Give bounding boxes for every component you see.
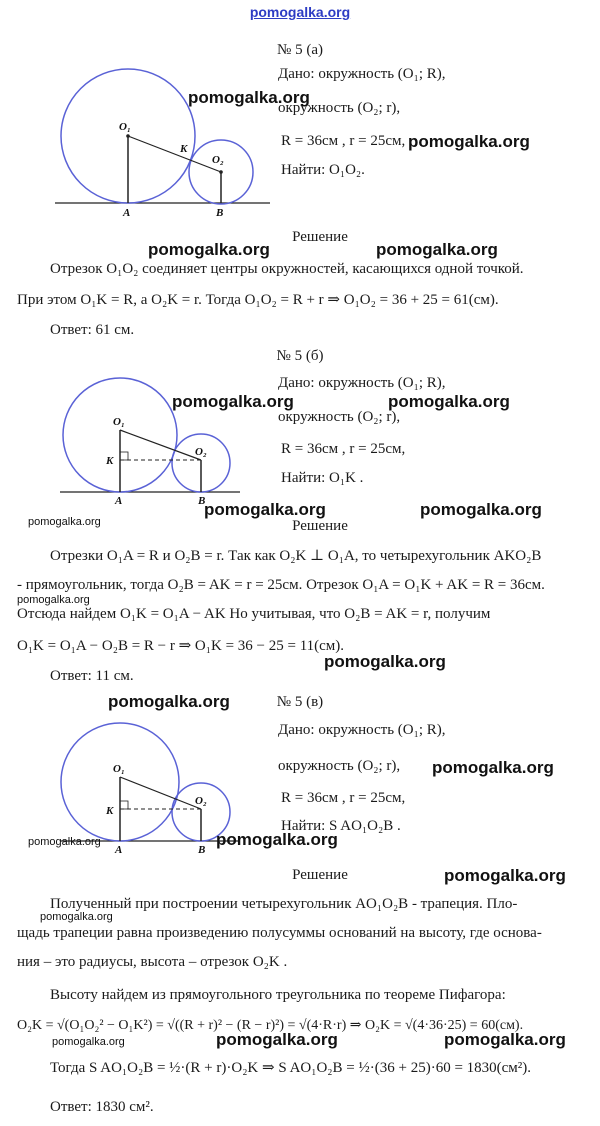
watermark: pomogalka.org	[108, 692, 230, 711]
label-k: K	[106, 455, 114, 467]
label-a: A	[123, 207, 131, 219]
watermark: pomogalka.org	[204, 500, 326, 519]
watermark: pomogalka.org	[432, 758, 554, 777]
label-a: A	[115, 495, 123, 507]
label-o1: O₁	[113, 763, 125, 775]
watermark: pomogalka.org	[216, 830, 338, 849]
given-5v-1: Дано: окружность (O₁; R),	[278, 722, 446, 738]
label-b: B	[216, 207, 224, 219]
label-o1: O₁	[113, 416, 125, 428]
solution-5a-line-2: При этом O₁K = R, а O₂K = r. Тогда O₁O₂ = R + r ⇒ O₁O₂ = 36 + 25 = 61(см).	[17, 292, 499, 308]
watermark: pomogalka.org	[444, 1030, 566, 1049]
solution-5b-line-1: Отрезки O₁A = R и O₂B = r. Так как O₂K ⊥ O₁A, то четырехугольник AKO₂B	[50, 548, 542, 564]
label-o2: O₂	[212, 154, 224, 166]
given-5v-3: R = 36см , r = 25см,	[281, 790, 406, 806]
solution-5b-line-4: O₁K = O₁A − O₂B = R − r ⇒ O₁K = 36 − 25 = 11(см).	[17, 638, 345, 654]
label-o2: O₂	[195, 446, 207, 458]
label-b: B	[198, 495, 206, 507]
solution-5b-line-2: - прямоугольник, тогда O₂B = AK = r = 25см. Отрезок O₁A = O₁K + AK = R = 36см.	[17, 577, 545, 593]
site-link[interactable]: pomogalka.org	[249, 4, 351, 20]
watermark: pomogalka.org	[216, 1030, 338, 1049]
watermark: pomogalka.org	[188, 88, 310, 107]
watermark: pomogalka.org	[28, 836, 101, 848]
solution-5b-line-3: Отсюда найдем O₁K = O₁A − AK Но учитывая, что O₂B = AK = r, получим	[17, 606, 491, 622]
label-k: K	[106, 805, 114, 817]
watermark: pomogalka.org	[420, 500, 542, 519]
given-5b-4: Найти: O₁K .	[281, 470, 364, 486]
watermark: pomogalka.org	[28, 516, 101, 528]
answer-5b: Ответ: 11 см.	[50, 668, 134, 684]
given-5a-1: Дано: окружность (O₁; R),	[278, 66, 446, 82]
solution-header-5a: Решение	[292, 229, 348, 245]
solution-5v-line-6: Тогда S AO₁O₂B = ½·(R + r)·O₂K ⇒ S AO₁O₂B = ½·(36 + 25)·60 = 1830(см²).	[50, 1060, 532, 1076]
given-5a-2: окружность (O₂; r),	[278, 100, 401, 116]
watermark: pomogalka.org	[408, 132, 530, 151]
label-a: A	[115, 844, 123, 855]
label-b: B	[198, 844, 206, 855]
watermark: pomogalka.org	[172, 392, 294, 411]
given-5v-2: окружность (O₂; r),	[278, 758, 401, 774]
label-k: K	[180, 143, 188, 155]
solution-5v-line-1: Полученный при построении четырехугольник AO₁O₂B - трапеция. Пло-	[50, 896, 518, 912]
solution-5v-line-2: щадь трапеции равна произведению полусуммы оснований на высоту, где основа-	[17, 925, 542, 941]
given-5b-3: R = 36см , r = 25см,	[281, 441, 406, 457]
given-5b-2: окружность (O₂; r),	[278, 409, 401, 425]
given-5b-1: Дано: окружность (O₁; R),	[278, 375, 446, 391]
watermark: pomogalka.org	[52, 1036, 125, 1048]
figure-5b	[55, 370, 255, 510]
problem-5a-title: № 5 (а)	[277, 42, 323, 58]
problem-5b-title: № 5 (б)	[276, 348, 324, 364]
label-o1: O₁	[119, 121, 131, 133]
solution-5v-line-4: Высоту найдем из прямоугольного треугольника по теореме Пифагора:	[50, 987, 506, 1003]
solution-5v-line-5: O₂K = √(O₁O₂² − O₁K²) = √((R + r)² − (R − r)²) = √(4·R·r) ⇒ O₂K = √(4·36·25) = 60(см).	[17, 1018, 524, 1033]
figure-5a	[55, 60, 275, 220]
watermark: pomogalka.org	[17, 594, 90, 606]
watermark: pomogalka.org	[40, 911, 113, 923]
solution-5a-line-1: Отрезок O₁O₂ соединяет центры окружностей, касающихся одной точкой.	[50, 261, 524, 277]
given-5a-3: R = 36см , r = 25см,	[281, 133, 406, 149]
solution-header-5v: Решение	[292, 867, 348, 883]
given-5a-4: Найти: O₁O₂.	[281, 162, 365, 178]
answer-5v: Ответ: 1830 см².	[50, 1099, 154, 1115]
problem-5v-title: № 5 (в)	[276, 694, 324, 710]
solution-header-5b: Решение	[292, 518, 348, 534]
watermark: pomogalka.org	[376, 240, 498, 259]
solution-5v-line-3: ния – это радиусы, высота – отрезок O₂K .	[17, 954, 288, 970]
label-o2: O₂	[195, 795, 207, 807]
watermark: pomogalka.org	[444, 866, 566, 885]
answer-5a: Ответ: 61 см.	[50, 322, 135, 338]
watermark: pomogalka.org	[324, 652, 446, 671]
watermark: pomogalka.org	[148, 240, 270, 259]
watermark: pomogalka.org	[388, 392, 510, 411]
given-5v-4: Найти: S AO₁O₂B .	[281, 818, 401, 834]
